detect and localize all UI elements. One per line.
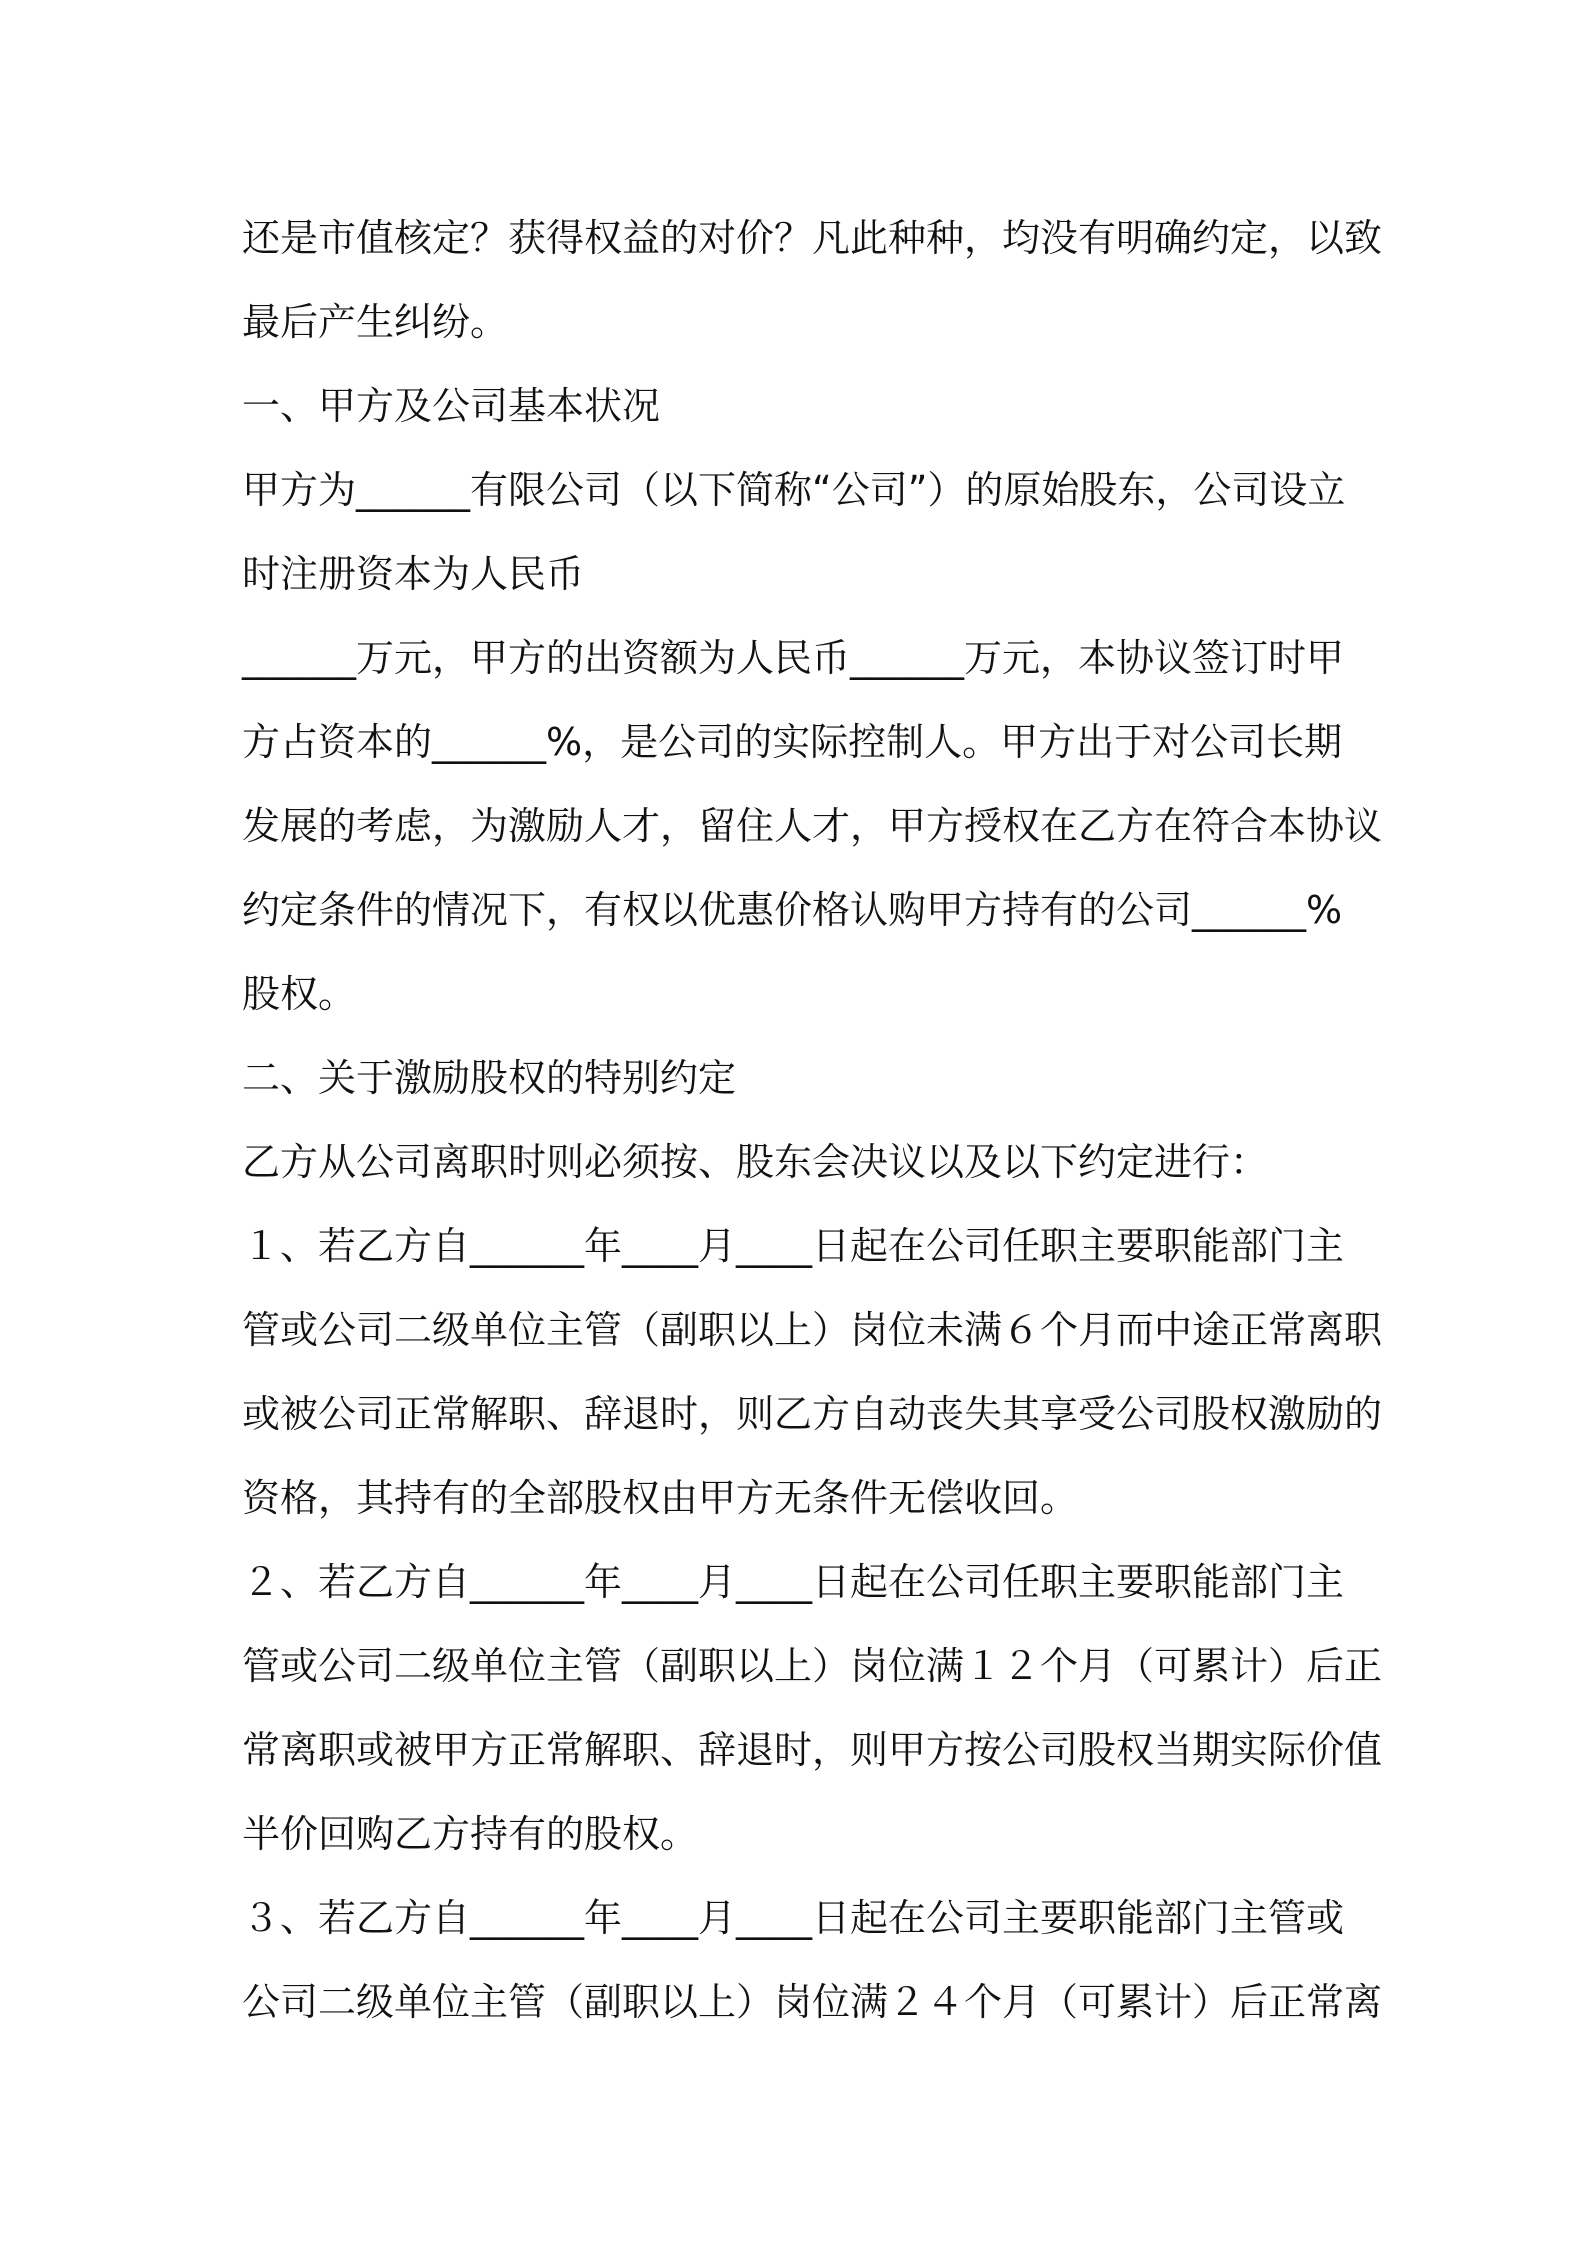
text-line: 乙方从公司离职时则必须按、股东会决议以及以下约定进行： [242,1140,1269,1184]
text-line: ______万元，甲方的出资额为人民币______万元，本协议签订时甲 [242,636,1345,680]
text-line: 或被公司正常解职、辞退时，则乙方自动丧失其享受公司股权激励的 [242,1392,1383,1436]
text-line: 常离职或被甲方正常解职、辞退时，则甲方按公司股权当期实际价值 [242,1728,1383,1772]
text-line: 发展的考虑，为激励人才，留住人才，甲方授权在乙方在符合本协议 [242,804,1383,848]
section-heading: 一、甲方及公司基本状况 [242,384,661,428]
text-line: 管或公司二级单位主管（副职以上）岗位未满６个月而中途正常离职 [242,1308,1383,1352]
text-line: 时注册资本为人民币 [242,552,585,596]
text-line: 最后产生纠纷。 [242,300,509,344]
text-line: 资格，其持有的全部股权由甲方无条件无偿收回。 [242,1476,1079,1520]
text-line: 方占资本的______%，是公司的实际控制人。甲方出于对公司长期 [242,720,1343,764]
clause-line: ３、若乙方自______年____月____日起在公司主要职能部门主管或 [242,1896,1345,1940]
text-line: 半价回购乙方持有的股权。 [242,1812,699,1856]
text-line: 公司二级单位主管（副职以上）岗位满２４个月（可累计）后正常离 [242,1980,1383,2024]
document-body [242,196,1383,2044]
text-line: 管或公司二级单位主管（副职以上）岗位满１２个月（可累计）后正 [242,1644,1383,1688]
text-line: 股权。 [242,972,357,1016]
clause-line: ２、若乙方自______年____月____日起在公司任职主要职能部门主 [242,1560,1345,1604]
text-line: 甲方为______有限公司（以下简称“公司”）的原始股东，公司设立 [242,468,1346,512]
text-line: 还是市值核定？获得权益的对价？凡此种种，均没有明确约定，以致 [242,216,1383,260]
clause-line: １、若乙方自______年____月____日起在公司任职主要职能部门主 [242,1224,1345,1268]
text-line: 约定条件的情况下，有权以优惠价格认购甲方持有的公司______% [242,888,1343,932]
section-heading: 二、关于激励股权的特别约定 [242,1056,737,1100]
